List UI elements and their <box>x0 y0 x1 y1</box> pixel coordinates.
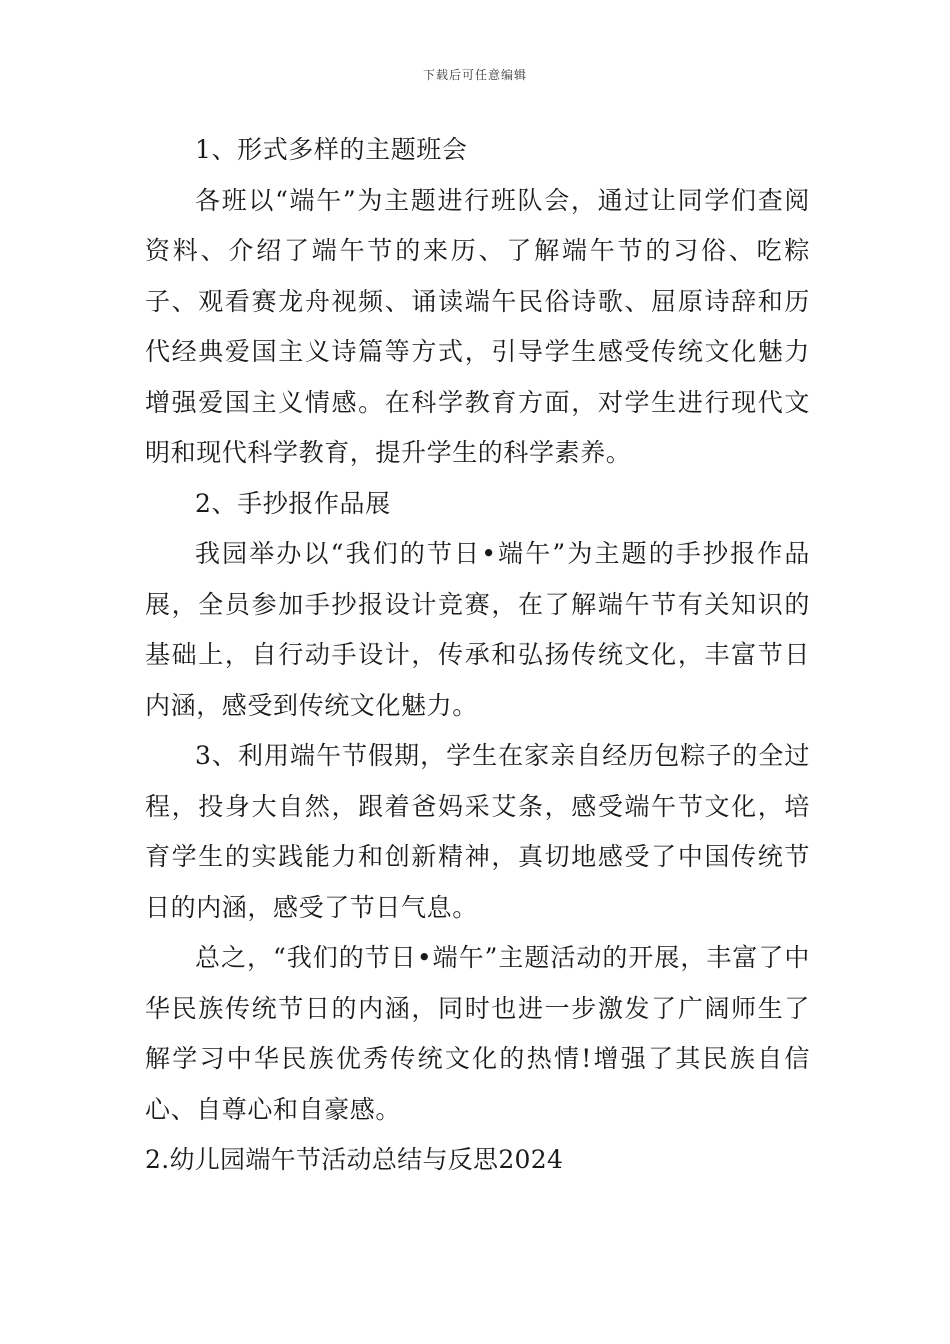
paragraph-handwritten-newspaper: 我园举办以“我们的节日•端午”为主题的手抄报作品展，全员参加手抄报设计竞赛，在了解端午节有关知识的基础上，自行动手设计，传承和弘扬传统文化，丰富节日内涵，感受到传统文化魅力。 <box>145 539 810 720</box>
item-heading-2: 2、手抄报作品展 <box>195 488 391 518</box>
paragraph-class-meeting: 各班以“端午”为主题进行班队会，通过让同学们查阅资料、介绍了端午节的来历、了解端午节的习俗、吃粽子、观看赛龙舟视频、诵读端午民俗诗歌、屈原诗辞和历代经典爱国主义诗篇等方式，引导学生感受传统文化魅力增强爱国主义情感。在科学教育方面，对学生进行现代文明和现代科学教育，提升学生的科学素养。 <box>145 185 810 467</box>
item-heading-1: 1、形式多样的主题班会 <box>195 135 468 164</box>
document-body <box>145 125 810 1186</box>
header-note: 下载后可任意编辑 <box>422 68 527 82</box>
section-title: 2.幼儿园端午节活动总结与反思2024 <box>145 1145 564 1174</box>
paragraph-summary: 总之，“我们的节日•端午”主题活动的开展，丰富了中华民族传统节日的内涵，同时也进一步激发了广阔师生了解学习中华民族优秀传统文化的热情!增强了其民族自信心、自尊心和自豪感。 <box>145 943 810 1124</box>
paragraph-holiday-practice: 3、利用端午节假期，学生在家亲自经历包粽子的全过程，投身大自然，跟着爸妈采艾条，感受端午节文化，培育学生的实践能力和创新精神，真切地感受了中国传统节日的内涵，感受了节日气息。 <box>145 741 810 922</box>
